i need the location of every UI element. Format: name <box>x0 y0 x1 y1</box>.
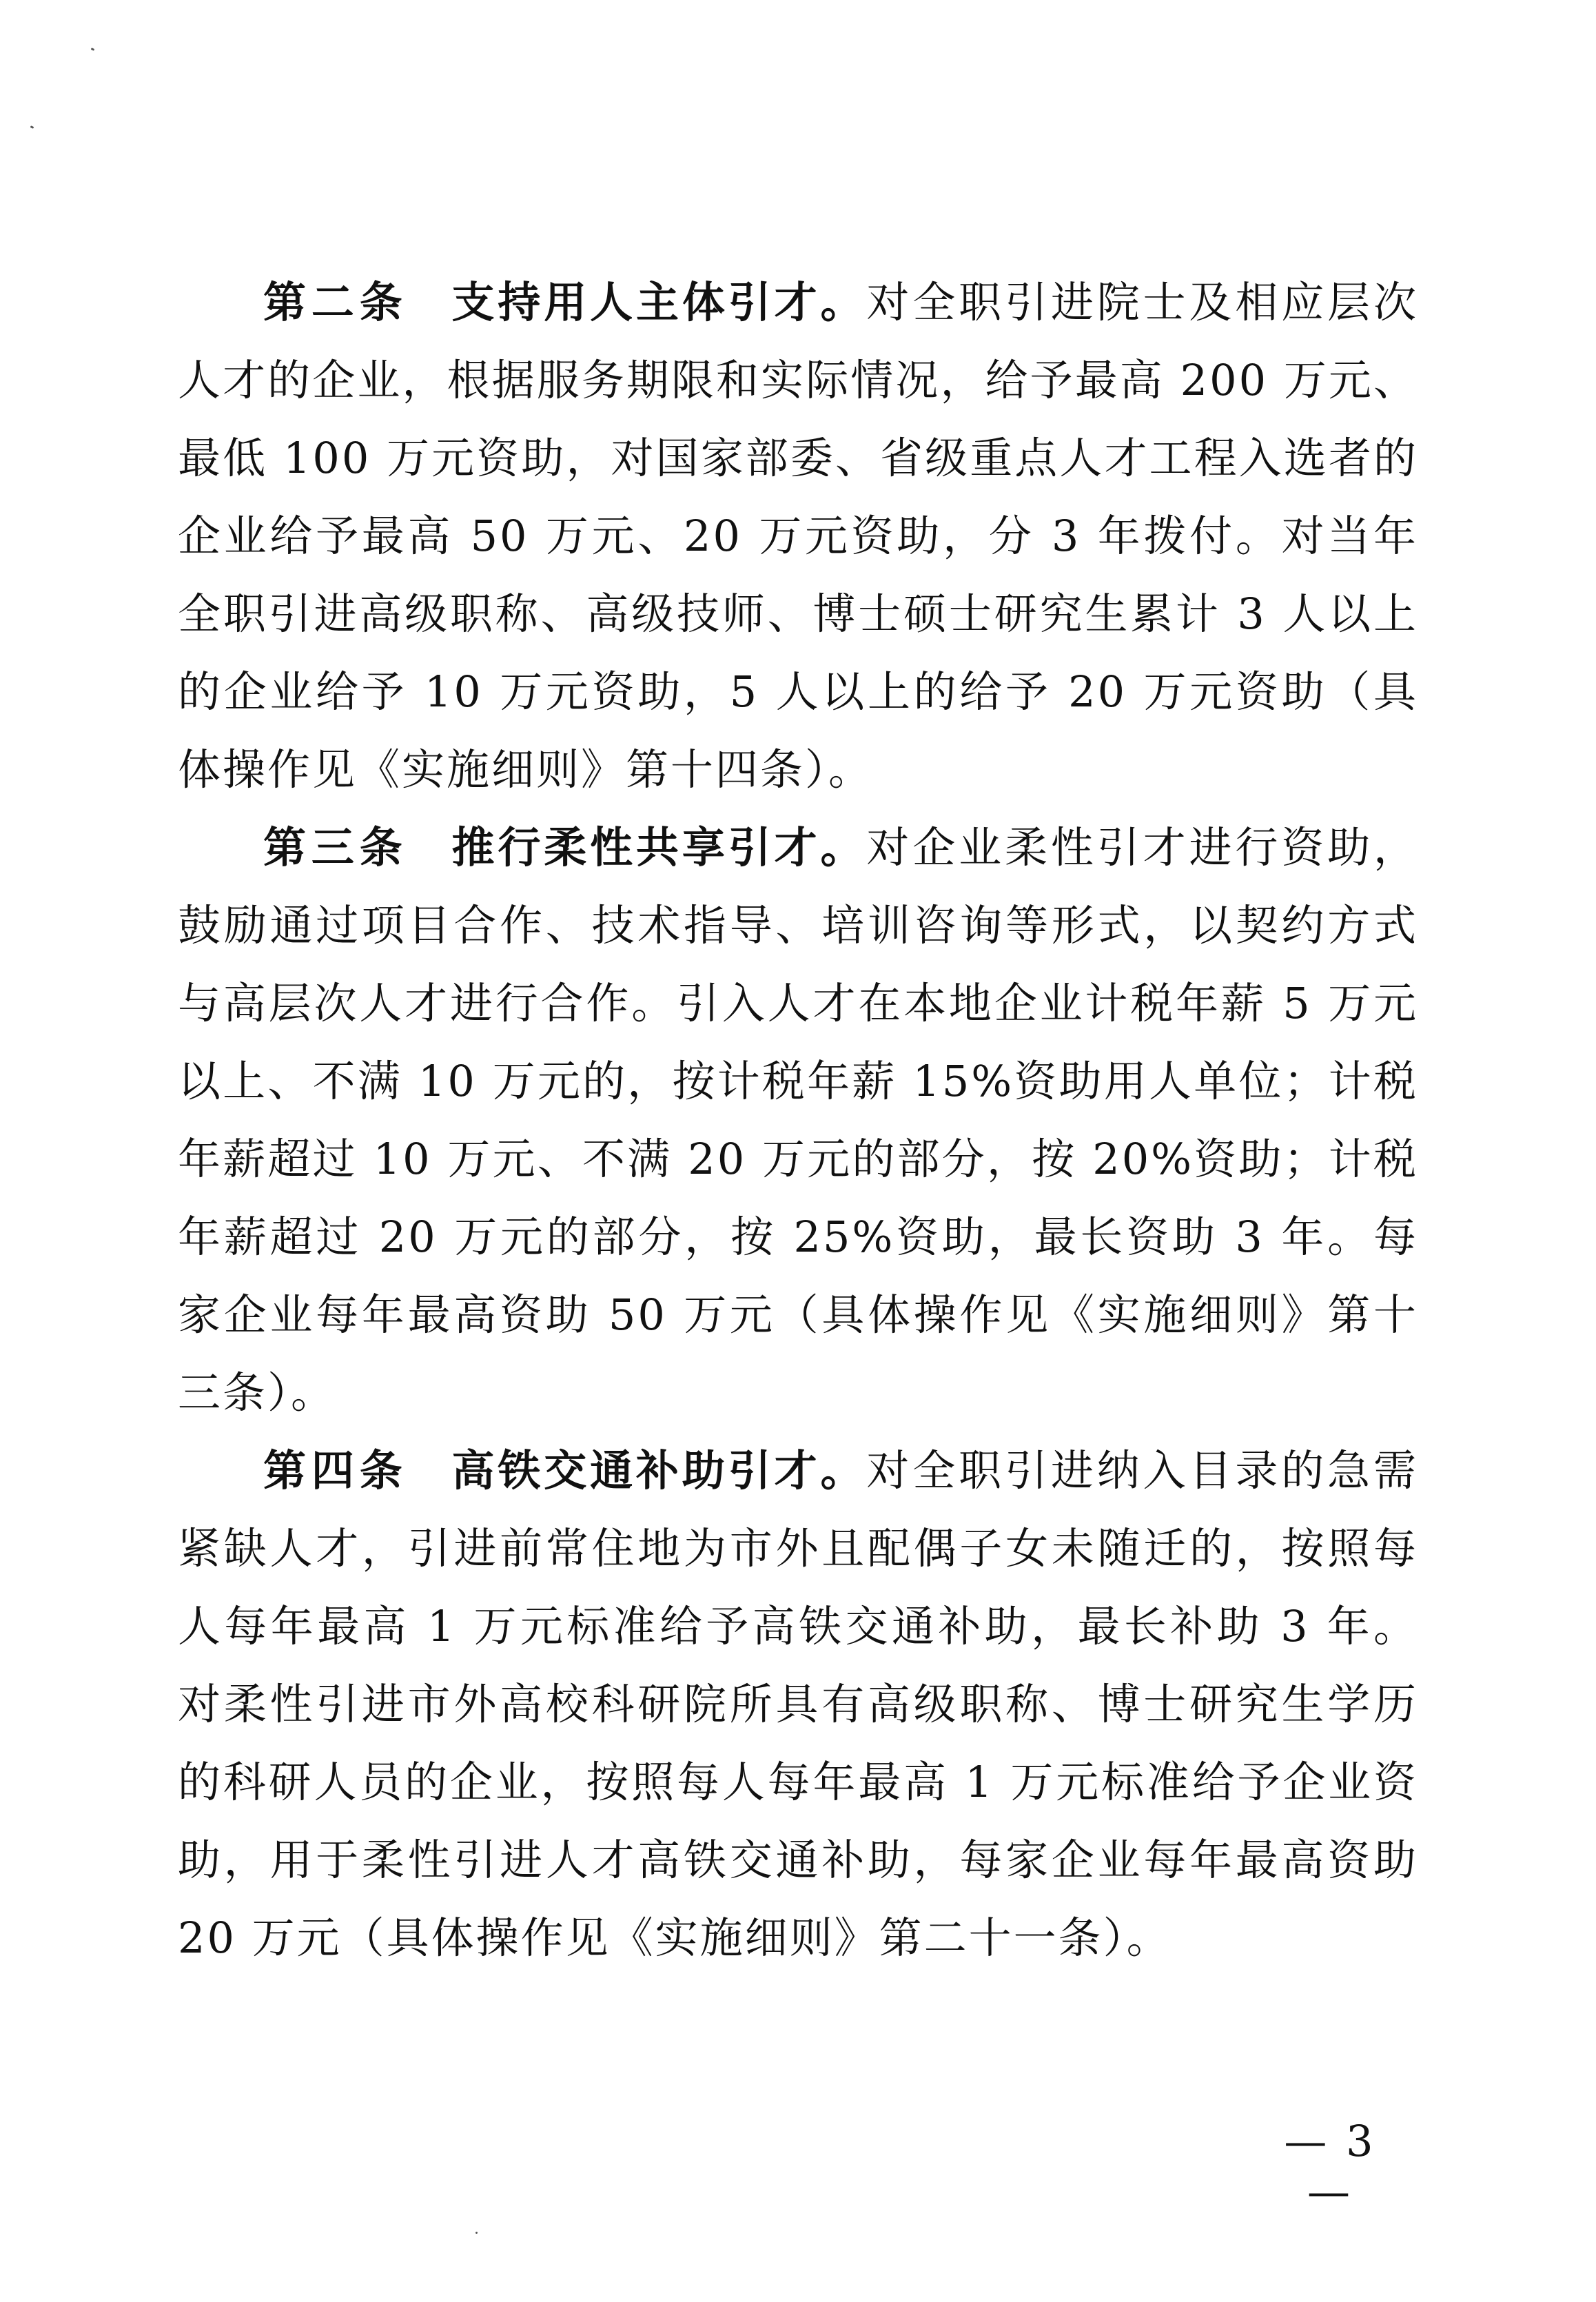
scan-speck <box>475 2232 478 2234</box>
document-body <box>178 263 1418 1977</box>
article-paragraph-4 <box>178 1432 1418 1977</box>
article-number: 第二条 <box>263 277 408 327</box>
article-body: 对全职引进纳入目录的急需紧缺人才，引进前常住地为市外且配偶子女未随迁的，按照每人每年最高 1 万元标准给予高铁交通补助，最长补助 3 年。对柔性引进市外高校科研院所具有高级职称、博士研究生学历的科研人员的企业，按照每人每年最高 1 万元标准给予企业资助，用于柔性引进人才高铁交通补助，每家企业每年最高资助 20 万元（具体操作见《实施细则》第二十一条）。 <box>178 1445 1418 1963</box>
scan-speck <box>91 48 95 51</box>
article-paragraph-3 <box>178 808 1418 1432</box>
article-number: 第四条 <box>263 1445 408 1496</box>
article-body: 对全职引进院士及相应层次人才的企业，根据服务期限和实际情况，给予最高 200 万元、最低 100 万元资助，对国家部委、省级重点人才工程入选者的企业给予最高 50 万元、20 万元资助，分 3 年拨付。对当年全职引进高级职称、高级技师、博士硕士研究生累计 3 人以上的企业给予 10 万元资助，5 人以上的给予 20 万元资助（具体操作见《实施细则》第十四条）。 <box>178 277 1418 795</box>
article-title: 高铁交通补助引才。 <box>450 1445 867 1496</box>
article-title: 支持用人主体引才。 <box>450 277 867 327</box>
article-body: 对企业柔性引才进行资助，鼓励通过项目合作、技术指导、培训咨询等形式，以契约方式与高层次人才进行合作。引入人才在本地企业计税年薪 5 万元以上、不满 10 万元的，按计税年薪 15%资助用人单位；计税年薪超过 10 万元、不满 20 万元的部分，按 20%资助；计税年薪超过 20 万元的部分，按 25%资助，最长资助 3 年。每家企业每年最高资助 50 万元（具体操作见《实施细则》第十三条）。 <box>178 822 1418 1418</box>
article-number: 第三条 <box>263 822 408 873</box>
page-number: — 3 — <box>1284 2116 1376 2217</box>
article-paragraph-2 <box>178 263 1418 808</box>
scan-speck <box>30 125 34 129</box>
article-title: 推行柔性共享引才。 <box>450 822 867 873</box>
